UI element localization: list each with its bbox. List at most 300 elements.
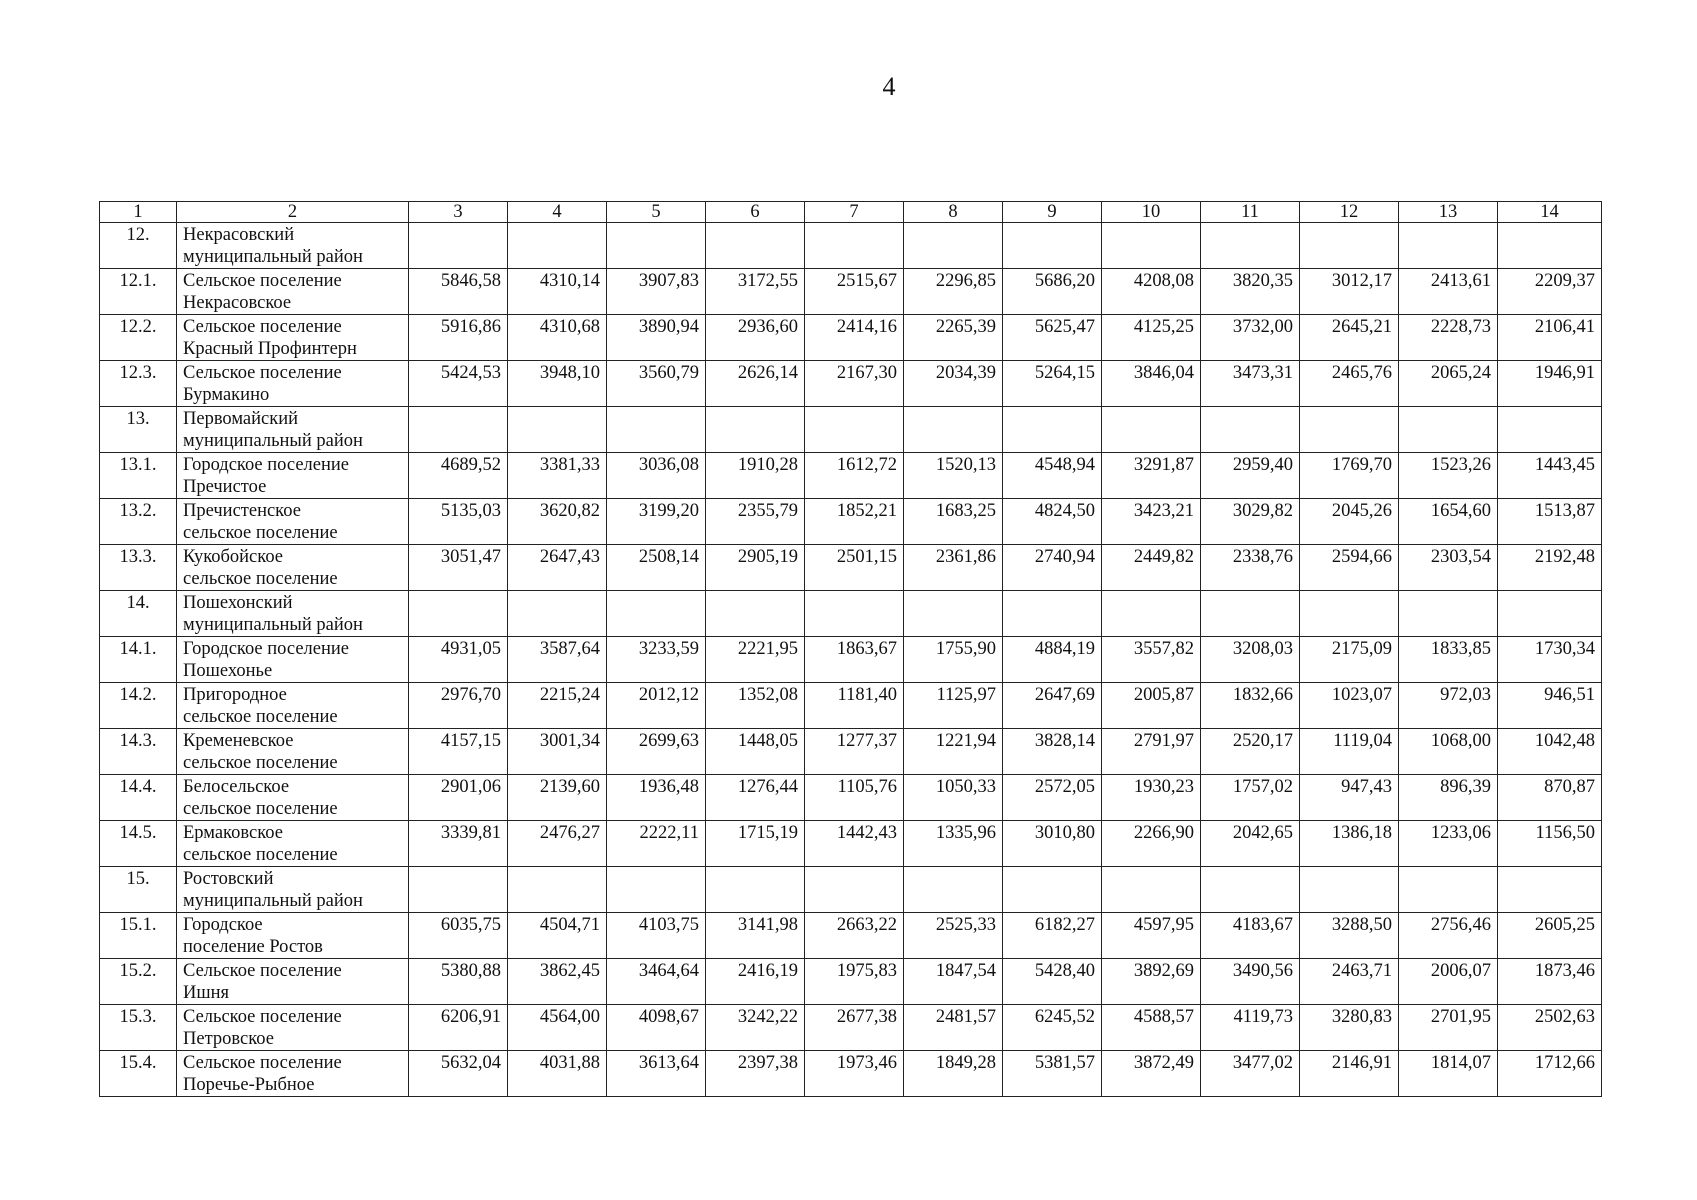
table-cell: [706, 591, 805, 637]
table-cell: 947,43: [1300, 775, 1399, 821]
table-cell: 4098,67: [607, 1005, 706, 1051]
row-name-line1: Сельское поселение: [183, 961, 342, 981]
table-cell: 1654,60: [1399, 499, 1498, 545]
row-number: 12.2.: [100, 315, 177, 361]
row-name-line2: Пошехонье: [183, 661, 273, 681]
data-table: [99, 201, 1602, 1097]
table-cell: 3620,82: [508, 499, 607, 545]
table-cell: 2266,90: [1102, 821, 1201, 867]
table-cell: 3557,82: [1102, 637, 1201, 683]
row-name: [177, 1051, 409, 1097]
table-cell: 3012,17: [1300, 269, 1399, 315]
table-cell: 3587,64: [508, 637, 607, 683]
table-cell: 1233,06: [1399, 821, 1498, 867]
table-cell: 2481,57: [904, 1005, 1003, 1051]
table-cell: 2905,19: [706, 545, 805, 591]
table-cell: 2463,71: [1300, 959, 1399, 1005]
table-cell: 2139,60: [508, 775, 607, 821]
column-header: 11: [1201, 202, 1300, 223]
table-cell: 3423,21: [1102, 499, 1201, 545]
table-cell: 2572,05: [1003, 775, 1102, 821]
table-cell: [607, 407, 706, 453]
column-header: 10: [1102, 202, 1201, 223]
row-name-line1: Ермаковское: [183, 823, 283, 843]
row-name-line2: сельское поселение: [183, 569, 338, 589]
table-cell: [805, 223, 904, 269]
table-cell: 1833,85: [1399, 637, 1498, 683]
column-header: 14: [1498, 202, 1602, 223]
table-cell: [607, 223, 706, 269]
table-cell: 3862,45: [508, 959, 607, 1005]
table-cell: 2677,38: [805, 1005, 904, 1051]
table-cell: 1715,19: [706, 821, 805, 867]
row-number: 12.: [100, 223, 177, 269]
row-name: [177, 821, 409, 867]
table-cell: 4310,68: [508, 315, 607, 361]
table-cell: 1276,44: [706, 775, 805, 821]
table-cell: [1399, 223, 1498, 269]
table-cell: 896,39: [1399, 775, 1498, 821]
row-number: 14.2.: [100, 683, 177, 729]
table-cell: [904, 223, 1003, 269]
table-cell: 3473,31: [1201, 361, 1300, 407]
row-name-line2: Красный Профинтерн: [183, 339, 357, 359]
row-name: [177, 683, 409, 729]
table-cell: 4588,57: [1102, 1005, 1201, 1051]
table-row: [100, 1051, 1602, 1097]
table-cell: 4103,75: [607, 913, 706, 959]
table-row: [100, 1005, 1602, 1051]
table-cell: 3172,55: [706, 269, 805, 315]
column-header-row: [100, 202, 1602, 223]
table-cell: 2647,69: [1003, 683, 1102, 729]
table-cell: [1102, 223, 1201, 269]
column-header: 4: [508, 202, 607, 223]
table-cell: 3560,79: [607, 361, 706, 407]
table-cell: 2228,73: [1399, 315, 1498, 361]
table-cell: 2416,19: [706, 959, 805, 1005]
row-number: 13.: [100, 407, 177, 453]
row-number: 15.: [100, 867, 177, 913]
table-cell: 2626,14: [706, 361, 805, 407]
table-cell: [508, 867, 607, 913]
table-cell: 2525,33: [904, 913, 1003, 959]
table-cell: 3010,80: [1003, 821, 1102, 867]
table-cell: 3872,49: [1102, 1051, 1201, 1097]
table-cell: [1498, 867, 1602, 913]
table-cell: 3907,83: [607, 269, 706, 315]
table-cell: 1520,13: [904, 453, 1003, 499]
table-cell: 2413,61: [1399, 269, 1498, 315]
table-row: [100, 959, 1602, 1005]
table-cell: 2303,54: [1399, 545, 1498, 591]
table-cell: 2065,24: [1399, 361, 1498, 407]
table-cell: 2645,21: [1300, 315, 1399, 361]
table-cell: 2045,26: [1300, 499, 1399, 545]
table-cell: 4157,15: [409, 729, 508, 775]
table-cell: 5686,20: [1003, 269, 1102, 315]
table-cell: 1910,28: [706, 453, 805, 499]
table-cell: 2042,65: [1201, 821, 1300, 867]
table-row: [100, 223, 1602, 269]
table-cell: [1399, 867, 1498, 913]
table-cell: 3892,69: [1102, 959, 1201, 1005]
row-number: 14.4.: [100, 775, 177, 821]
row-name-line1: Ростовский: [183, 869, 274, 889]
table-cell: 2034,39: [904, 361, 1003, 407]
table-cell: 3242,22: [706, 1005, 805, 1051]
table-cell: 2976,70: [409, 683, 508, 729]
table-cell: 870,87: [1498, 775, 1602, 821]
table-cell: 5625,47: [1003, 315, 1102, 361]
table-cell: 6182,27: [1003, 913, 1102, 959]
table-cell: 3036,08: [607, 453, 706, 499]
table-cell: 4504,71: [508, 913, 607, 959]
column-header: 8: [904, 202, 1003, 223]
table-row: [100, 683, 1602, 729]
row-name-line1: Сельское поселение: [183, 1053, 342, 1073]
table-cell: [1003, 867, 1102, 913]
table-cell: 6245,52: [1003, 1005, 1102, 1051]
table-cell: 5428,40: [1003, 959, 1102, 1005]
table-cell: 5424,53: [409, 361, 508, 407]
row-name: [177, 499, 409, 545]
table-cell: [1498, 591, 1602, 637]
table-cell: 3291,87: [1102, 453, 1201, 499]
row-name-line1: Сельское поселение: [183, 1007, 342, 1027]
table-cell: 1443,45: [1498, 453, 1602, 499]
table-cell: 1847,54: [904, 959, 1003, 1005]
table-cell: 6206,91: [409, 1005, 508, 1051]
table-cell: 1105,76: [805, 775, 904, 821]
table-row: [100, 775, 1602, 821]
table-row: [100, 407, 1602, 453]
table-cell: 5632,04: [409, 1051, 508, 1097]
table-cell: 1156,50: [1498, 821, 1602, 867]
table-cell: [1300, 867, 1399, 913]
table-cell: 1936,48: [607, 775, 706, 821]
table-cell: [1498, 223, 1602, 269]
table-cell: 1448,05: [706, 729, 805, 775]
table-cell: [409, 591, 508, 637]
table-cell: 1946,91: [1498, 361, 1602, 407]
table-cell: 2508,14: [607, 545, 706, 591]
table-cell: 4119,73: [1201, 1005, 1300, 1051]
row-name: [177, 361, 409, 407]
row-name-line1: Городское поселение: [183, 455, 349, 475]
row-name: [177, 269, 409, 315]
table-cell: 4183,67: [1201, 913, 1300, 959]
row-name-line2: Некрасовское: [183, 293, 292, 313]
table-cell: [904, 407, 1003, 453]
row-name-line1: Пригородное: [183, 685, 287, 705]
table-cell: 3288,50: [1300, 913, 1399, 959]
table-cell: [1102, 591, 1201, 637]
row-number: 12.3.: [100, 361, 177, 407]
table-cell: 2006,07: [1399, 959, 1498, 1005]
table-cell: [409, 223, 508, 269]
row-name: [177, 407, 409, 453]
table-cell: [904, 591, 1003, 637]
table-cell: 2515,67: [805, 269, 904, 315]
table-cell: 2265,39: [904, 315, 1003, 361]
table-cell: 3051,47: [409, 545, 508, 591]
row-number: 15.4.: [100, 1051, 177, 1097]
table-row: [100, 499, 1602, 545]
table-row: [100, 361, 1602, 407]
row-number: 13.3.: [100, 545, 177, 591]
row-number: 15.3.: [100, 1005, 177, 1051]
row-name: [177, 315, 409, 361]
table-cell: 4884,19: [1003, 637, 1102, 683]
table-row: [100, 453, 1602, 499]
table-cell: 1975,83: [805, 959, 904, 1005]
table-cell: 5135,03: [409, 499, 508, 545]
table-cell: 3490,56: [1201, 959, 1300, 1005]
table-cell: [1201, 591, 1300, 637]
table-cell: 2901,06: [409, 775, 508, 821]
column-header: 6: [706, 202, 805, 223]
table-cell: 2355,79: [706, 499, 805, 545]
table-cell: 2594,66: [1300, 545, 1399, 591]
table-cell: 3280,83: [1300, 1005, 1399, 1051]
table-cell: 4564,00: [508, 1005, 607, 1051]
table-cell: [409, 867, 508, 913]
table-cell: [1498, 407, 1602, 453]
table-cell: 3948,10: [508, 361, 607, 407]
table-cell: 3233,59: [607, 637, 706, 683]
table-cell: [1102, 867, 1201, 913]
row-name-line1: Кременевское: [183, 731, 294, 751]
table-cell: 1852,21: [805, 499, 904, 545]
table-cell: 2005,87: [1102, 683, 1201, 729]
table-cell: 3001,34: [508, 729, 607, 775]
row-name: [177, 453, 409, 499]
table-cell: [409, 407, 508, 453]
table-cell: 2397,38: [706, 1051, 805, 1097]
table-cell: 1050,33: [904, 775, 1003, 821]
row-name-line1: Сельское поселение: [183, 271, 342, 291]
table-cell: 1068,00: [1399, 729, 1498, 775]
table-cell: 946,51: [1498, 683, 1602, 729]
table-cell: 4689,52: [409, 453, 508, 499]
row-name-line1: Пошехонский: [183, 593, 293, 613]
row-name-line2: сельское поселение: [183, 753, 338, 773]
table-cell: 2936,60: [706, 315, 805, 361]
table-cell: 5380,88: [409, 959, 508, 1005]
table-cell: 4824,50: [1003, 499, 1102, 545]
table-cell: 2338,76: [1201, 545, 1300, 591]
table-cell: 2476,27: [508, 821, 607, 867]
table-cell: 1973,46: [805, 1051, 904, 1097]
column-header: 12: [1300, 202, 1399, 223]
table-cell: 3381,33: [508, 453, 607, 499]
row-name-line2: Петровское: [183, 1029, 274, 1049]
table-cell: 2296,85: [904, 269, 1003, 315]
row-number: 15.1.: [100, 913, 177, 959]
table-cell: 1277,37: [805, 729, 904, 775]
table-row: [100, 913, 1602, 959]
table-cell: 2449,82: [1102, 545, 1201, 591]
row-name: [177, 867, 409, 913]
table-cell: [508, 591, 607, 637]
table-cell: 2221,95: [706, 637, 805, 683]
table-cell: 1873,46: [1498, 959, 1602, 1005]
table-cell: 2791,97: [1102, 729, 1201, 775]
table-cell: 2740,94: [1003, 545, 1102, 591]
table-cell: 5916,86: [409, 315, 508, 361]
table-cell: 1181,40: [805, 683, 904, 729]
table-cell: 972,03: [1399, 683, 1498, 729]
table-row: [100, 637, 1602, 683]
table-row: [100, 867, 1602, 913]
column-header: 9: [1003, 202, 1102, 223]
table-cell: [1399, 591, 1498, 637]
table-cell: 2959,40: [1201, 453, 1300, 499]
table-cell: 1042,48: [1498, 729, 1602, 775]
table-cell: 1755,90: [904, 637, 1003, 683]
table-cell: 2699,63: [607, 729, 706, 775]
table-cell: 2209,37: [1498, 269, 1602, 315]
table-cell: 4931,05: [409, 637, 508, 683]
table-cell: 2502,63: [1498, 1005, 1602, 1051]
row-name: [177, 545, 409, 591]
table-body: [100, 202, 1602, 1097]
table-cell: 1930,23: [1102, 775, 1201, 821]
row-number: 15.2.: [100, 959, 177, 1005]
row-name-line2: поселение Ростов: [183, 937, 323, 957]
table-cell: [508, 407, 607, 453]
table-cell: [1300, 223, 1399, 269]
table-cell: 1523,26: [1399, 453, 1498, 499]
row-name-line2: Бурмакино: [183, 385, 270, 405]
table-cell: 2414,16: [805, 315, 904, 361]
table-cell: 3208,03: [1201, 637, 1300, 683]
table-cell: [1300, 407, 1399, 453]
row-name-line1: Городское: [183, 915, 263, 935]
table-cell: 3820,35: [1201, 269, 1300, 315]
table-cell: [1399, 407, 1498, 453]
row-name-line2: Ишня: [183, 983, 230, 1003]
row-name-line2: сельское поселение: [183, 523, 338, 543]
row-name-line2: сельское поселение: [183, 845, 338, 865]
row-name: [177, 637, 409, 683]
row-name-line1: Пречистенское: [183, 501, 301, 521]
row-name-line1: Кукобойское: [183, 547, 284, 567]
table-cell: 2175,09: [1300, 637, 1399, 683]
table-cell: 1442,43: [805, 821, 904, 867]
table-cell: 3339,81: [409, 821, 508, 867]
table-cell: 4548,94: [1003, 453, 1102, 499]
table-cell: [1102, 407, 1201, 453]
table-cell: [1201, 867, 1300, 913]
table-cell: 4310,14: [508, 269, 607, 315]
table-cell: [1201, 223, 1300, 269]
table-cell: 3029,82: [1201, 499, 1300, 545]
table-cell: [607, 867, 706, 913]
row-name-line1: Сельское поселение: [183, 363, 342, 383]
column-header: 5: [607, 202, 706, 223]
page-number: 4: [882, 72, 896, 101]
table-cell: 3141,98: [706, 913, 805, 959]
row-name: [177, 775, 409, 821]
row-name-line2: муниципальный район: [183, 891, 363, 911]
row-name-line2: Поречье-Рыбное: [183, 1075, 315, 1095]
table-cell: 1221,94: [904, 729, 1003, 775]
table-cell: 3732,00: [1201, 315, 1300, 361]
row-number: 14.1.: [100, 637, 177, 683]
table-cell: [805, 867, 904, 913]
row-name-line1: Сельское поселение: [183, 317, 342, 337]
table-cell: [607, 591, 706, 637]
table-cell: 5264,15: [1003, 361, 1102, 407]
table-cell: 2012,12: [607, 683, 706, 729]
table-cell: 3613,64: [607, 1051, 706, 1097]
table-cell: [706, 867, 805, 913]
column-header: 7: [805, 202, 904, 223]
table-cell: 2361,86: [904, 545, 1003, 591]
row-name: [177, 1005, 409, 1051]
row-number: 13.1.: [100, 453, 177, 499]
table-cell: [904, 867, 1003, 913]
row-name: [177, 591, 409, 637]
table-cell: [1003, 407, 1102, 453]
table-cell: 1335,96: [904, 821, 1003, 867]
table-cell: 2106,41: [1498, 315, 1602, 361]
table-row: [100, 545, 1602, 591]
table-cell: 1863,67: [805, 637, 904, 683]
table-cell: 2701,95: [1399, 1005, 1498, 1051]
table-cell: 2647,43: [508, 545, 607, 591]
table-cell: 3464,64: [607, 959, 706, 1005]
table-cell: 4208,08: [1102, 269, 1201, 315]
table-cell: 1513,87: [1498, 499, 1602, 545]
row-name-line2: сельское поселение: [183, 707, 338, 727]
table-cell: [706, 407, 805, 453]
column-header: 2: [177, 202, 409, 223]
table-cell: 2465,76: [1300, 361, 1399, 407]
table-cell: 6035,75: [409, 913, 508, 959]
row-name: [177, 729, 409, 775]
table-cell: 3890,94: [607, 315, 706, 361]
table-cell: 2501,15: [805, 545, 904, 591]
row-name-line1: Городское поселение: [183, 639, 349, 659]
row-name: [177, 223, 409, 269]
table-cell: 1712,66: [1498, 1051, 1602, 1097]
table-cell: 1683,25: [904, 499, 1003, 545]
row-name-line1: Первомайский: [183, 409, 299, 429]
table-cell: 1119,04: [1300, 729, 1399, 775]
column-header: 3: [409, 202, 508, 223]
row-name-line2: муниципальный район: [183, 247, 363, 267]
row-name-line1: Белосельское: [183, 777, 290, 797]
table-cell: [805, 407, 904, 453]
row-number: 14.: [100, 591, 177, 637]
row-name-line2: Пречистое: [183, 477, 267, 497]
row-number: 13.2.: [100, 499, 177, 545]
table-cell: [706, 223, 805, 269]
row-number: 12.1.: [100, 269, 177, 315]
table-row: [100, 591, 1602, 637]
table-cell: 1849,28: [904, 1051, 1003, 1097]
row-number: 14.3.: [100, 729, 177, 775]
table-cell: 2215,24: [508, 683, 607, 729]
table-row: [100, 729, 1602, 775]
row-name-line2: сельское поселение: [183, 799, 338, 819]
row-name: [177, 959, 409, 1005]
table-cell: [1201, 407, 1300, 453]
table-cell: 2146,91: [1300, 1051, 1399, 1097]
